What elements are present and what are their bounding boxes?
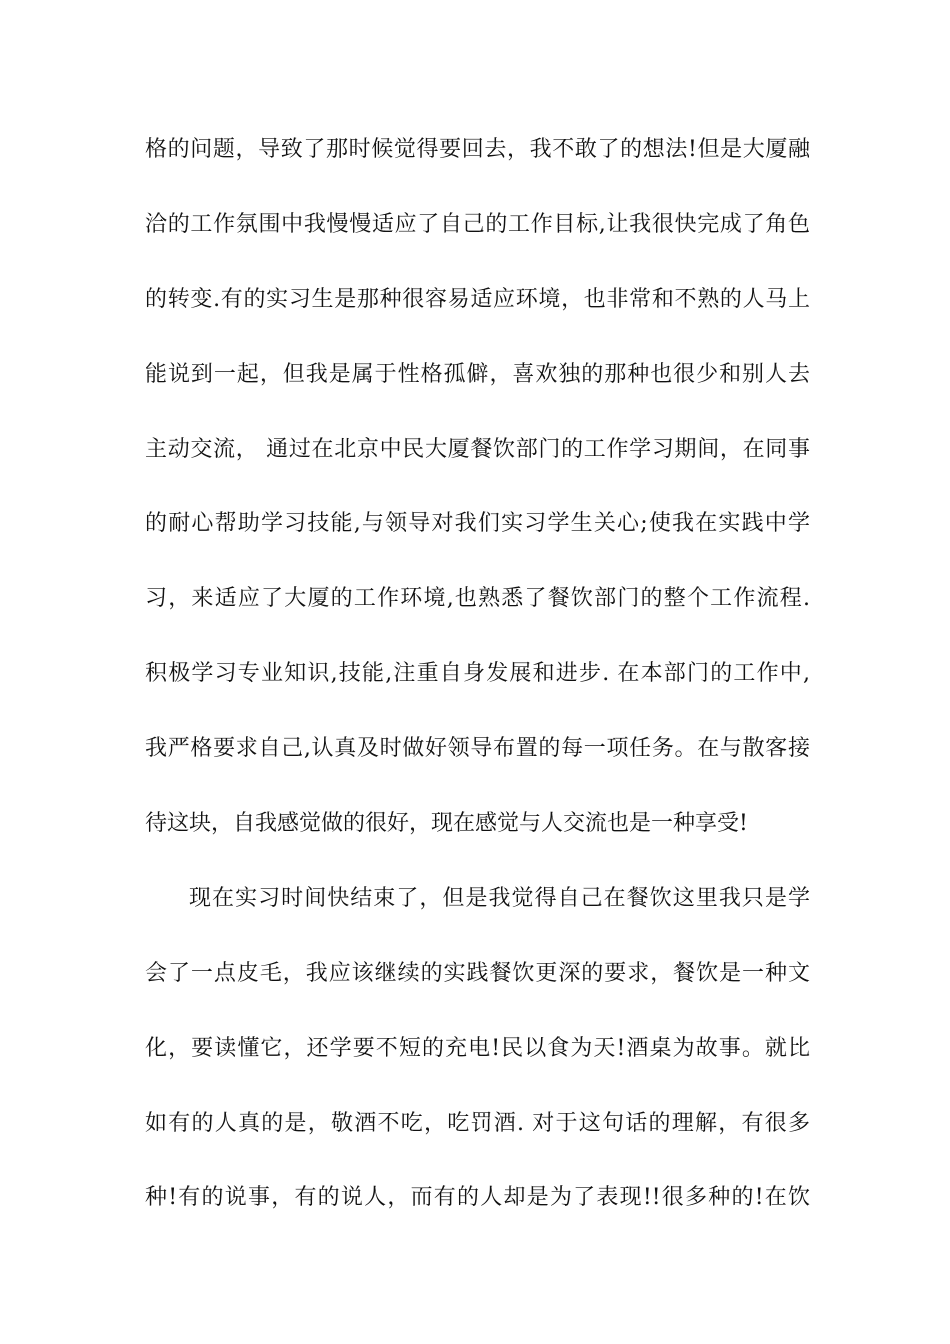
text-line: 洽的工作氛围中我慢慢适应了自己的工作目标,让我很快完成了角色 <box>145 211 810 237</box>
text-line: 化，要读懂它，还学要不短的充电!民以食为天!酒桌为故事。就比 <box>145 1035 810 1061</box>
body-text <box>145 128 810 1251</box>
text-line: 的转变.有的实习生是那种很容易适应环境，也非常和不熟的人马上 <box>145 286 810 312</box>
text-line: 能说到一起，但我是属于性格孤僻，喜欢独的那种也很少和别人去 <box>145 361 810 387</box>
text-line: 格的问题，导致了那时候觉得要回去，我不敢了的想法!但是大厦融 <box>145 137 810 162</box>
text-line: 习，来适应了大厦的工作环境,也熟悉了餐饮部门的整个工作流程. <box>145 586 810 612</box>
text-line: 的耐心帮助学习技能,与领导对我们实习学生关心;使我在实践中学 <box>145 511 810 537</box>
text-line: 我严格要求自己,认真及时做好领导布置的每一项任务。在与散客接 <box>145 736 810 762</box>
paragraph-first-line: 现在实习时间快结束了，但是我觉得自己在餐饮这里我只是学 <box>189 885 810 911</box>
text-line: 主动交流， 通过在北京中民大厦餐饮部门的工作学习期间，在同事 <box>145 436 810 462</box>
text-line: 种!有的说事，有的说人，而有的人却是为了表现!!很多种的!在饮 <box>145 1185 810 1211</box>
text-line: 待这块，自我感觉做的很好，现在感觉与人交流也是一种享受! <box>145 811 748 837</box>
text-line: 会了一点皮毛，我应该继续的实践餐饮更深的要求，餐饮是一种文 <box>145 960 810 986</box>
text-line: 如有的人真的是，敬酒不吃，吃罚酒. 对于这句话的理解，有很多 <box>145 1110 810 1136</box>
text-line: 积极学习专业知识,技能,注重自身发展和进步. 在本部门的工作中, <box>145 661 810 687</box>
